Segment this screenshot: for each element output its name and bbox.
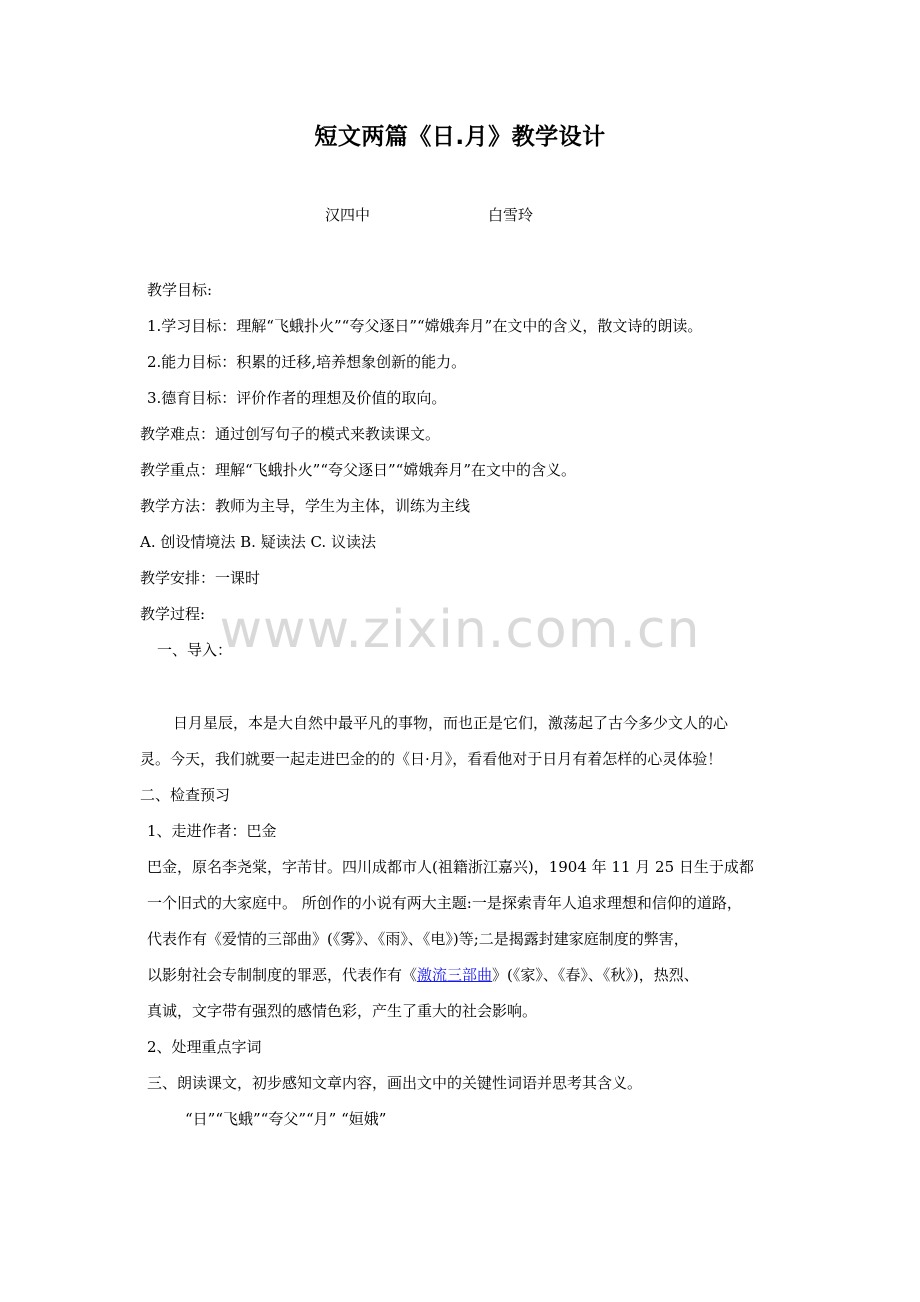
- author-bio-line-2: 一个旧式的大家庭中。 所创作的小说有两大主题:一是探索青年人追求理想和信仰的道路，: [147, 894, 742, 912]
- goal-ability: 2.能力目标：积累的迁移,培养想象创新的能力。: [147, 353, 467, 371]
- teaching-focus: 教学重点：理解“飞蛾扑火”“夸父逐日”“嫦娥奔月”在文中的含义。: [140, 461, 577, 479]
- method-list: A. 创设情境法 B. 疑读法 C. 议读法: [140, 533, 376, 551]
- author-bio-line-3: 代表作有《爱情的三部曲》(《雾》、《雨》、《电》)等;二是揭露封建家庭制度的弊害，: [147, 930, 689, 948]
- author-bio-line-4-start: 以影射社会专制制度的罪恶，代表作有《: [147, 966, 418, 984]
- intro-paragraph-line-2: 灵。今天，我们就要一起走进巴金的的《日·月》，看看他对于日月有着怎样的心灵体验！: [140, 750, 723, 768]
- teaching-method: 教学方法：教师为主导，学生为主体，训练为主线: [140, 497, 471, 515]
- key-terms-list: “日”“飞蛾”“夸父”“月” “姮娥”: [185, 1110, 387, 1128]
- section-preview-check: 二、检查预习: [140, 786, 231, 804]
- jiliu-trilogy-link[interactable]: 激流三部曲: [417, 966, 493, 984]
- goal-moral: 3.德育目标：评价作者的理想及价值的取向。: [147, 389, 447, 407]
- author-bio-line-4: [147, 964, 699, 985]
- teaching-schedule: 教学安排：一课时: [140, 569, 261, 587]
- teaching-goals-heading: 教学目标:: [147, 281, 213, 299]
- author-name: 白雪玲: [488, 206, 534, 224]
- watermark: www.zixin.com.cn: [219, 600, 701, 660]
- author-intro-heading: 1、走进作者：巴金: [147, 822, 277, 840]
- section-reading: 三、朗读课文，初步感知文章内容，画出文中的关键性词语并思考其含义。: [147, 1074, 643, 1092]
- author-bio-line-4-end: 》(《家》、《春》、《秋》)，热烈、: [492, 966, 699, 984]
- teaching-difficulty: 教学难点：通过创写句子的模式来教读课文。: [140, 425, 441, 443]
- key-words-heading: 2、处理重点字词: [147, 1038, 262, 1056]
- page-title: 短文两篇《日.月》教学设计: [314, 124, 606, 150]
- goal-learning: 1.学习目标：理解“飞蛾扑火”“夸父逐日”“嫦娥奔月”在文中的含义，散文诗的朗读。: [147, 317, 703, 335]
- author-bio-line-1: 巴金，原名李尧棠，字芾甘。四川成都市人(祖籍浙江嘉兴)，1904 年 11 月 25 日生于成都: [147, 858, 754, 876]
- author-school: 汉四中: [325, 206, 371, 224]
- section-introduction: 一、导入：: [157, 641, 233, 659]
- author-bio-line-5: 真诚，文字带有强烈的感情色彩，产生了重大的社会影响。: [147, 1002, 538, 1020]
- intro-paragraph-line-1: 日月星辰，本是大自然中最平凡的事物，而也正是它们，激荡起了古今多少文人的心: [173, 714, 729, 732]
- teaching-process-heading: 教学过程:: [140, 605, 206, 623]
